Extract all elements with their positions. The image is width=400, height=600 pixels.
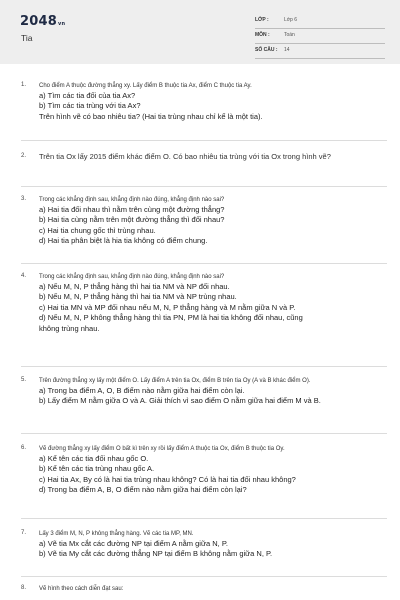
answer-line: b) Lấy điểm M nằm giữa O và A. Giải thích vì sao điểm O nằm giữa hai điểm M và B. [39, 396, 321, 405]
answer-line: a) Tìm các tia đối của tia Ax? [39, 90, 136, 100]
answer-line: a) Kể tên các tia đối nhau gốc O. [39, 453, 149, 463]
question-body [39, 585, 387, 594]
document-header [0, 0, 400, 64]
question-stem: Lấy 3 điểm M, N, P không thẳng hàng. Vẽ các tia MP, MN. [39, 531, 194, 537]
question-number: 1. [21, 82, 27, 88]
answer-line: b) Vẽ tia My cắt các đường thẳng NP tại điểm B không nằm giữa N, P. [39, 549, 273, 558]
question-number: 6. [21, 445, 27, 451]
question-stem: Trên đường thẳng xy lấy một điểm O. Lấy điểm A trên tia Ox, điểm B trên tia Oy (A và B khác điểm O). [39, 378, 311, 384]
question-divider [21, 140, 387, 141]
question-number: 8. [21, 585, 27, 591]
meta-row-count [255, 44, 385, 59]
question-body [39, 445, 387, 496]
question-divider [21, 263, 387, 264]
meta-row-class [255, 14, 385, 29]
question-number: 7. [21, 530, 27, 536]
answer-line: a) Vẽ tia Mx cắt các đường NP tại điểm A nằm giữa N, P. [39, 538, 228, 548]
meta-row-subject [255, 29, 385, 44]
meta-value: Toán [284, 32, 295, 38]
answer-line: Trên hình vẽ có bao nhiêu tia? (Hai tia trùng nhau chỉ kể là một tia). [39, 111, 263, 121]
answer-line: c) Hai tia chung gốc thì trùng nhau. [39, 225, 156, 235]
meta-value: 14 [284, 47, 290, 53]
meta-key: LỚP : [255, 17, 269, 23]
answer-line: b) Hai tia cùng nằm trên một đường thẳng thì đối nhau? [39, 215, 225, 224]
meta-key: SỐ CÂU : [255, 47, 278, 53]
question-number: 5. [21, 377, 27, 383]
question-number: 3. [21, 196, 27, 202]
question-stem: Cho điểm A thuộc đường thẳng xy. Lấy điểm B thuộc tia Ax, điểm C thuộc tia Ay. [39, 83, 252, 89]
question-divider [21, 186, 387, 187]
answer-line: không trùng nhau. [39, 323, 100, 333]
question-body [39, 530, 387, 560]
question-number: 2. [21, 153, 27, 159]
meta-key: MÔN : [255, 32, 270, 38]
brand-name: 2048 [20, 14, 57, 29]
question-body [39, 377, 387, 407]
question-body [39, 196, 387, 247]
question-number: 4. [21, 273, 27, 279]
answer-line: a) Nếu M, N, P thẳng hàng thì hai tia NM và NP đối nhau. [39, 281, 230, 291]
answer-line: a) Hai tia đối nhau thì nằm trên cùng một đường thẳng? [39, 204, 225, 214]
answer-line: d) Hai tia phân biệt là hia tia không có điểm chung. [39, 236, 208, 245]
question-stem: Trong các khẳng định sau, khẳng định nào đúng, khẳng định nào sai? [39, 274, 225, 280]
question-body [39, 82, 387, 122]
meta-value: Lớp 6 [284, 17, 298, 23]
answer-line: d) Trong ba điểm A, B, O điểm nào nằm giữa hai điểm còn lại? [39, 485, 247, 494]
question-stem: Vẽ hình theo cách diễn đạt sau: [39, 586, 124, 592]
answer-line: c) Hai tia MN và MP đối nhau nếu M, N, P thẳng hàng và M nằm giữa N và P. [39, 302, 296, 312]
brand-logo[interactable] [20, 14, 65, 29]
question-body [39, 273, 387, 334]
question-divider [21, 518, 387, 519]
meta-table [255, 14, 385, 59]
answer-line: a) Trong ba điểm A, O, B điểm nào nằm giữa hai điểm còn lại. [39, 385, 245, 395]
question-stem: Vẽ đường thẳng xy lấy điểm O bất kì trên xy rồi lấy điểm A thuộc tia Ox, điểm B thuộc tia Oy. [39, 446, 285, 452]
question-divider [21, 366, 387, 367]
answer-line: b) Nếu M, N, P thẳng hàng thì hai tia NM và NP trùng nhau. [39, 292, 237, 301]
answer-line: c) Hai tia Ax, By có là hai tia trùng nhau không? Có là hai tia đối nhau không? [39, 474, 296, 484]
question-divider [21, 433, 387, 434]
question-body [39, 151, 387, 162]
question-stem: Trên tia Ox lấy 2015 điểm khác điểm O. Có bao nhiêu tia trùng với tia Ox trong hình vẽ? [39, 152, 331, 161]
question-divider [21, 576, 387, 577]
answer-line: d) Nếu M, N, P không thẳng hàng thì tia PN, PM là hai tia không đối nhau, cũng [39, 313, 303, 322]
answer-line: b) Kể tên các tia trùng nhau gốc A. [39, 464, 155, 473]
brand-suffix: vn [57, 21, 66, 27]
question-stem: Trong các khẳng định sau, khẳng định nào đúng, khẳng định nào sai? [39, 197, 225, 203]
answer-line: b) Tìm các tia trùng với tia Ax? [39, 101, 141, 110]
document-title: Tia [21, 33, 33, 43]
